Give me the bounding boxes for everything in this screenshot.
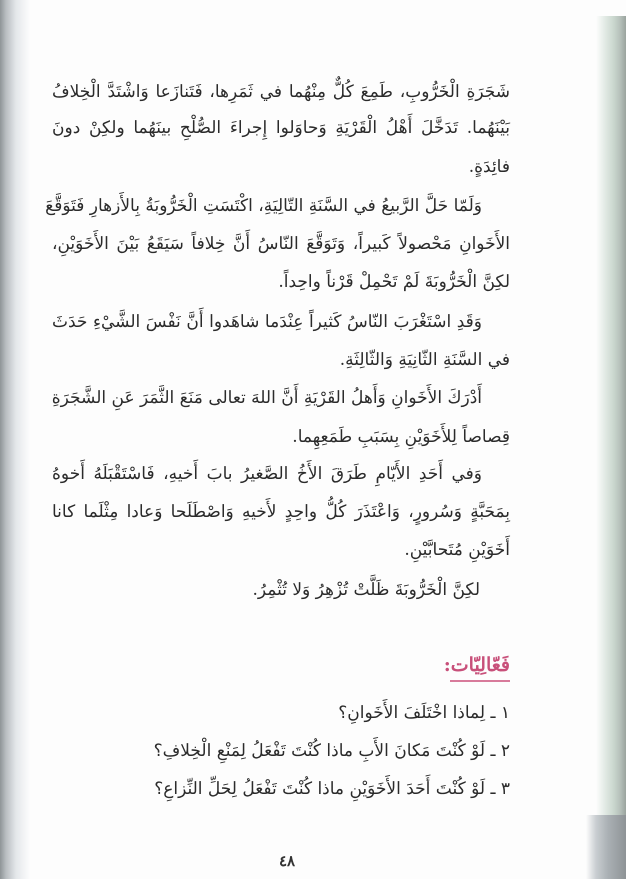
activities-heading: فَعّالِيّات: (443, 654, 510, 676)
paragraph-1-line-1: شَجَرَةِ الْخَرُّوبِ، طَمِعَ كُلٌّ مِنْهُما في ثَمَرِها، فَتَنازَعا وَاشْتَدَّ الْخِلافُ (52, 82, 510, 102)
paragraph-5-line-1: وَفي أَحَدِ الأَيّامِ طَرَقَ الأَخُ الصَّغيرُ بابَ أَخيهِ، فَاسْتَقْبَلَهُ أَخوهُ (52, 464, 482, 484)
paragraph-1-line-3: فائِدَةٍ. (468, 157, 510, 177)
paragraph-5-line-2: بِمَحَبَّةٍ وَسُرورٍ، وَاعْتَذَرَ كُلُّ واحِدٍ لأَخيهِ وَاصْطَلَحا وَعادا مِثْلَما كانا (52, 502, 510, 522)
paragraph-2-line-1: وَلَمّا حَلَّ الرَّبيعُ في السَّنَةِ التّالِيَةِ، اكْتَسَتِ الْخَرُّوبَةُ بِالأَزهارِ فَتَوَقَّعَ (45, 196, 482, 216)
paragraph-4-line-2: قِصاصاً لِلأَخَوَيْنِ بِسَبَبِ طَمَعِهِما. (292, 427, 510, 447)
activity-question-1: ١ ـ لِماذا اخْتَلَفَ الأَخَوانِ؟ (338, 703, 510, 723)
paragraph-4-line-1: أَدْرَكَ الأَخَوانِ وَأَهلُ القَرْيَةِ أَنَّ اللهَ تعالى مَنَعَ الثَّمَرَ عَنِ الشَّجَرَةِ (51, 388, 482, 408)
page-number: ٤٨ (278, 852, 296, 870)
activities-heading-underline (450, 680, 510, 682)
paragraph-2-line-2: الأَخَوانِ مَحْصولاً كَبيراً، وَتَوَقَّعَ النّاسُ أَنَّ خِلافاً سَيَقَعُ بَيْنَ الأَخَوَيْنِ، (52, 234, 510, 254)
paragraph-2-line-3: لكِنَّ الْخَرُّوبَةَ لَمْ تَحْمِلْ قَرْناً واحِداً. (278, 272, 510, 292)
paragraph-5-line-3: أَخَوَيْنِ مُتَحابَّيْنِ. (404, 540, 510, 560)
paragraph-3-line-1: وَقَدِ اسْتَغْرَبَ النّاسُ كَثيراً عِنْدَما شاهَدوا أَنَّ نَفْسَ الشَّيْءِ حَدَثَ (52, 312, 482, 332)
paragraph-3-line-2: في السَّنَةِ الثّانِيَةِ وَالثّالِثَةِ. (339, 350, 510, 370)
paragraph-1-line-2: بَيْنَهُما. تَدَخَّلَ أَهْلُ الْقَرْيَةِ وَحاوَلوا إِجراءَ الصُّلْحِ بينَهُما ولكِنْ دونَ (52, 118, 510, 138)
paragraph-6-line-1: لكِنَّ الْخَرُّوبَةَ ظَلَّتْ تُزْهِرُ وَلا تُثْمِرُ. (252, 580, 480, 600)
activity-question-2: ٢ ـ لَوْ كُنْتَ مَكانَ الأَبِ ماذا كُنْتَ تَفْعَلُ لِمَنْعِ الْخِلافِ؟ (153, 741, 510, 761)
activity-question-3: ٣ ـ لَوْ كُنْتَ أَحَدَ الأَخَوَيْنِ ماذا كُنْتَ تَفْعَلُ لِحَلِّ النِّزاعِ؟ (154, 779, 510, 799)
